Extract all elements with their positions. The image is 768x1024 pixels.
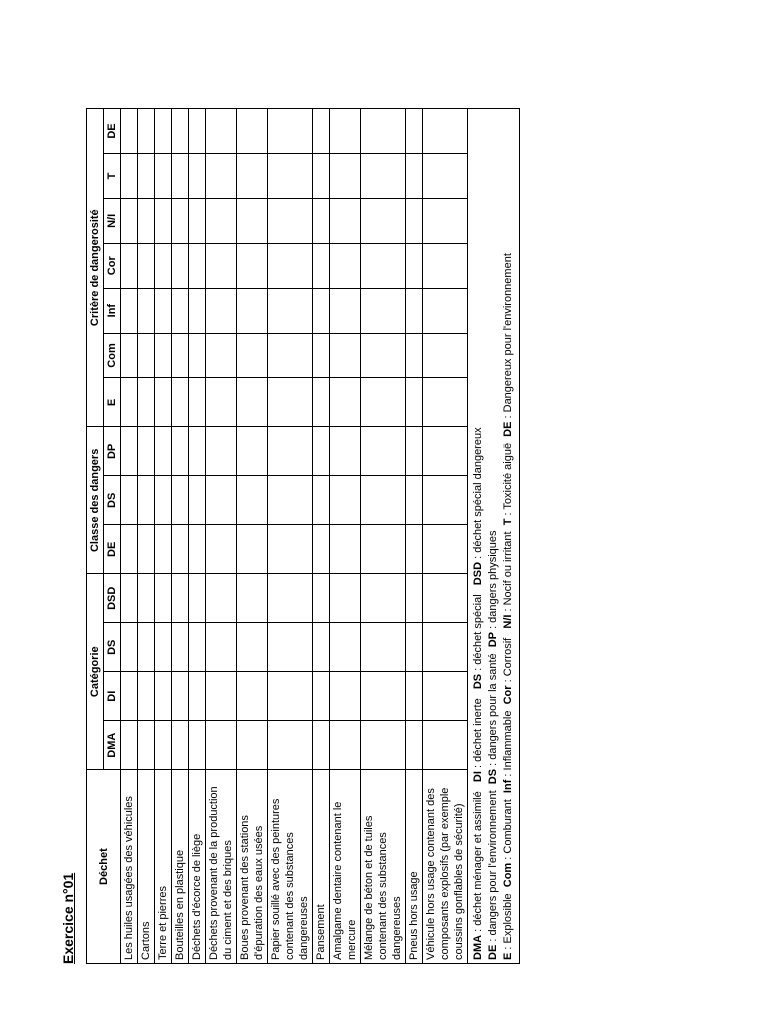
answer-cell[interactable] — [172, 378, 189, 427]
answer-cell[interactable] — [206, 288, 237, 333]
answer-cell[interactable] — [406, 721, 423, 770]
answer-cell[interactable] — [237, 109, 268, 154]
answer-cell[interactable] — [406, 427, 423, 476]
answer-cell[interactable] — [237, 672, 268, 721]
legend-abbreviation: DI — [472, 771, 484, 783]
answer-cell[interactable] — [406, 243, 423, 288]
answer-cell[interactable] — [406, 109, 423, 154]
legend-definition: : déchet inerte — [472, 689, 484, 772]
legend-abbreviation: Cor — [502, 685, 514, 705]
answer-cell[interactable] — [330, 109, 361, 154]
answer-cell[interactable] — [172, 525, 189, 574]
answer-cell[interactable] — [172, 243, 189, 288]
answer-cell[interactable] — [313, 672, 330, 721]
answer-cell[interactable] — [189, 378, 206, 427]
answer-cell[interactable] — [189, 427, 206, 476]
answer-cell[interactable] — [138, 109, 155, 154]
answer-cell[interactable] — [423, 525, 468, 574]
answer-cell[interactable] — [268, 243, 313, 288]
table-row — [423, 109, 468, 964]
waste-name-cell: Pneus hors usage — [406, 770, 423, 964]
answer-cell[interactable] — [313, 574, 330, 623]
answer-cell[interactable] — [361, 198, 406, 243]
answer-cell[interactable] — [361, 243, 406, 288]
subheader-critere-com: Com — [104, 333, 121, 378]
answer-cell[interactable] — [189, 672, 206, 721]
answer-cell[interactable] — [172, 672, 189, 721]
answer-cell[interactable] — [172, 427, 189, 476]
answer-cell[interactable] — [313, 427, 330, 476]
subheader-critere-t: T — [104, 154, 121, 199]
answer-cell[interactable] — [189, 721, 206, 770]
subheader-classe-de: DE — [104, 525, 121, 574]
answer-cell[interactable] — [121, 574, 138, 623]
table-row — [155, 109, 172, 964]
answer-cell[interactable] — [206, 154, 237, 199]
answer-cell[interactable] — [361, 288, 406, 333]
table-row — [121, 109, 138, 964]
legend-abbreviation: T — [502, 518, 514, 526]
answer-cell[interactable] — [268, 721, 313, 770]
answer-cell[interactable] — [121, 476, 138, 525]
answer-cell[interactable] — [172, 476, 189, 525]
answer-cell[interactable] — [155, 288, 172, 333]
answer-cell[interactable] — [313, 109, 330, 154]
answer-cell[interactable] — [406, 288, 423, 333]
legend-definition: : Explosible — [502, 887, 514, 953]
legend-definition: : Nocif ou irritant — [502, 525, 514, 615]
answer-cell[interactable] — [155, 243, 172, 288]
answer-cell[interactable] — [121, 243, 138, 288]
answer-cell[interactable] — [268, 198, 313, 243]
answer-cell[interactable] — [155, 109, 172, 154]
answer-cell[interactable] — [268, 427, 313, 476]
answer-cell[interactable] — [189, 623, 206, 672]
answer-cell[interactable] — [313, 525, 330, 574]
answer-cell[interactable] — [330, 154, 361, 199]
subheader-critere-e: E — [104, 378, 121, 427]
answer-cell[interactable] — [330, 721, 361, 770]
answer-cell[interactable] — [138, 672, 155, 721]
legend-abbreviation: DE — [502, 421, 514, 437]
legend-definition: : dangers physiques — [487, 530, 499, 632]
answer-cell[interactable] — [237, 243, 268, 288]
answer-cell[interactable] — [361, 672, 406, 721]
answer-cell[interactable] — [206, 672, 237, 721]
answer-cell[interactable] — [313, 288, 330, 333]
answer-cell[interactable] — [121, 623, 138, 672]
answer-cell[interactable] — [361, 378, 406, 427]
answer-cell[interactable] — [206, 243, 237, 288]
answer-cell[interactable] — [361, 574, 406, 623]
answer-cell[interactable] — [406, 623, 423, 672]
answer-cell[interactable] — [189, 288, 206, 333]
answer-cell[interactable] — [189, 154, 206, 199]
answer-cell[interactable] — [330, 378, 361, 427]
answer-cell[interactable] — [155, 198, 172, 243]
answer-cell[interactable] — [330, 198, 361, 243]
subheader-cat-di: DI — [104, 672, 121, 721]
answer-cell[interactable] — [189, 198, 206, 243]
answer-cell[interactable] — [138, 333, 155, 378]
answer-cell[interactable] — [361, 525, 406, 574]
answer-cell[interactable] — [313, 154, 330, 199]
legend-definition: : Inflammable — [502, 704, 514, 780]
answer-cell[interactable] — [268, 154, 313, 199]
answer-cell[interactable] — [172, 109, 189, 154]
answer-cell[interactable] — [155, 333, 172, 378]
answer-cell[interactable] — [138, 198, 155, 243]
answer-cell[interactable] — [206, 525, 237, 574]
answer-cell[interactable] — [237, 288, 268, 333]
legend-definition: : Corrosif — [502, 628, 514, 686]
answer-cell[interactable] — [406, 525, 423, 574]
answer-cell[interactable] — [361, 154, 406, 199]
answer-cell[interactable] — [313, 378, 330, 427]
answer-cell[interactable] — [155, 154, 172, 199]
header-classe-dangers: Classe des dangers — [87, 427, 104, 574]
answer-cell[interactable] — [237, 525, 268, 574]
answer-cell[interactable] — [121, 672, 138, 721]
header-dechet: Déchet — [87, 770, 121, 964]
answer-cell[interactable] — [330, 574, 361, 623]
legend-definition: : déchet spécial — [472, 585, 484, 674]
subheader-critere-de: DE — [104, 109, 121, 154]
answer-cell[interactable] — [121, 109, 138, 154]
answer-cell[interactable] — [138, 574, 155, 623]
waste-name-cell: Pansement — [313, 770, 330, 964]
answer-cell[interactable] — [361, 623, 406, 672]
legend-abbreviation: N/I — [502, 614, 514, 629]
answer-cell[interactable] — [237, 198, 268, 243]
waste-name-cell: Véhicule hors usage contenant des composants explosifs (par exemple coussins gonflables de sécurité) — [423, 770, 468, 964]
answer-cell[interactable] — [406, 476, 423, 525]
answer-cell[interactable] — [206, 427, 237, 476]
answer-cell[interactable] — [361, 109, 406, 154]
legend-abbreviation: DSD — [472, 561, 484, 586]
legend-line — [486, 112, 501, 960]
answer-cell[interactable] — [268, 109, 313, 154]
waste-classification-table — [86, 108, 520, 964]
legend-definition: : Dangereux pour l'environnement — [502, 253, 514, 422]
answer-cell[interactable] — [268, 574, 313, 623]
table-row — [361, 109, 406, 964]
waste-name-cell: Papier souillé avec des peintures contenant des substances dangereuses — [268, 770, 313, 964]
answer-cell[interactable] — [330, 672, 361, 721]
answer-cell[interactable] — [423, 721, 468, 770]
exercise-title: Exercice n°01 — [60, 872, 76, 964]
answer-cell[interactable] — [155, 623, 172, 672]
subheader-critere-inf: Inf — [104, 288, 121, 333]
answer-cell[interactable] — [138, 525, 155, 574]
answer-cell[interactable] — [361, 427, 406, 476]
answer-cell[interactable] — [206, 109, 237, 154]
answer-cell[interactable] — [189, 574, 206, 623]
table-row — [237, 109, 268, 964]
answer-cell[interactable] — [206, 574, 237, 623]
subheader-classe-ds: DS — [104, 476, 121, 525]
answer-cell[interactable] — [423, 243, 468, 288]
answer-cell[interactable] — [237, 476, 268, 525]
answer-cell[interactable] — [313, 721, 330, 770]
answer-cell[interactable] — [121, 721, 138, 770]
legend-definition: : dangers pour l'environnement — [487, 784, 499, 945]
answer-cell[interactable] — [330, 288, 361, 333]
waste-name-cell: Terre et pierres — [155, 770, 172, 964]
answer-cell[interactable] — [172, 288, 189, 333]
answer-cell[interactable] — [406, 378, 423, 427]
header-critere-dangerosite: Critère de dangerosité — [87, 109, 104, 427]
answer-cell[interactable] — [172, 574, 189, 623]
waste-name-cell: Boues provenant des stations d'épuration des eaux usées — [237, 770, 268, 964]
legend-abbreviation: DS — [472, 673, 484, 690]
waste-name-cell: Déchets provenant de la production du ciment et des briques — [206, 770, 237, 964]
rotated-page — [60, 44, 540, 964]
answer-cell[interactable] — [138, 288, 155, 333]
answer-cell[interactable] — [138, 623, 155, 672]
answer-cell[interactable] — [189, 333, 206, 378]
answer-cell[interactable] — [313, 243, 330, 288]
answer-cell[interactable] — [361, 333, 406, 378]
answer-cell[interactable] — [423, 333, 468, 378]
waste-name-cell: Mélange de béton et de tuiles contenant des substances dangereuses — [361, 770, 406, 964]
abbreviation-legend — [468, 109, 520, 964]
answer-cell[interactable] — [268, 288, 313, 333]
answer-cell[interactable] — [330, 243, 361, 288]
answer-cell[interactable] — [155, 672, 172, 721]
answer-cell[interactable] — [361, 476, 406, 525]
answer-cell[interactable] — [406, 672, 423, 721]
answer-cell[interactable] — [237, 427, 268, 476]
answer-cell[interactable] — [423, 623, 468, 672]
answer-cell[interactable] — [206, 378, 237, 427]
legend-line — [501, 112, 516, 960]
table-row — [330, 109, 361, 964]
answer-cell[interactable] — [155, 378, 172, 427]
answer-cell[interactable] — [189, 476, 206, 525]
answer-cell[interactable] — [268, 476, 313, 525]
answer-cell[interactable] — [237, 574, 268, 623]
answer-cell[interactable] — [423, 476, 468, 525]
answer-cell[interactable] — [423, 109, 468, 154]
legend-abbreviation: E — [502, 952, 514, 960]
answer-cell[interactable] — [237, 333, 268, 378]
answer-cell[interactable] — [138, 721, 155, 770]
subheader-cat-dma: DMA — [104, 721, 121, 770]
answer-cell[interactable] — [406, 574, 423, 623]
legend-definition: : déchet spécial dangereux — [472, 427, 484, 562]
answer-cell[interactable] — [155, 525, 172, 574]
answer-cell[interactable] — [206, 721, 237, 770]
answer-cell[interactable] — [138, 154, 155, 199]
answer-cell[interactable] — [206, 198, 237, 243]
answer-cell[interactable] — [361, 721, 406, 770]
answer-cell[interactable] — [172, 623, 189, 672]
subheader-classe-dp: DP — [104, 427, 121, 476]
answer-cell[interactable] — [155, 427, 172, 476]
answer-cell[interactable] — [406, 333, 423, 378]
answer-cell[interactable] — [268, 333, 313, 378]
answer-cell[interactable] — [189, 525, 206, 574]
table-row — [313, 109, 330, 964]
answer-cell[interactable] — [423, 154, 468, 199]
legend-definition: : déchet ménager et assimilé — [472, 782, 484, 935]
answer-cell[interactable] — [313, 198, 330, 243]
subheader-critere-cor: Cor — [104, 243, 121, 288]
answer-cell[interactable] — [268, 525, 313, 574]
answer-cell[interactable] — [206, 333, 237, 378]
answer-cell[interactable] — [423, 378, 468, 427]
answer-cell[interactable] — [121, 198, 138, 243]
answer-cell[interactable] — [406, 154, 423, 199]
answer-cell[interactable] — [121, 154, 138, 199]
answer-cell[interactable] — [189, 243, 206, 288]
table-row — [206, 109, 237, 964]
subheader-cat-dsd: DSD — [104, 574, 121, 623]
answer-cell[interactable] — [237, 154, 268, 199]
answer-cell[interactable] — [237, 623, 268, 672]
answer-cell[interactable] — [172, 198, 189, 243]
answer-cell[interactable] — [121, 525, 138, 574]
answer-cell[interactable] — [138, 427, 155, 476]
answer-cell[interactable] — [423, 198, 468, 243]
waste-name-cell: Déchets d'écorce de liège — [189, 770, 206, 964]
answer-cell[interactable] — [330, 525, 361, 574]
answer-cell[interactable] — [189, 109, 206, 154]
legend-abbreviation: Inf — [502, 779, 514, 794]
legend-definition: : Toxicité aiguë — [502, 436, 514, 519]
legend-abbreviation: Com — [502, 862, 514, 888]
answer-cell[interactable] — [423, 574, 468, 623]
table-row — [189, 109, 206, 964]
answer-cell[interactable] — [330, 623, 361, 672]
answer-cell[interactable] — [313, 333, 330, 378]
answer-cell[interactable] — [406, 198, 423, 243]
legend-abbreviation: DS — [487, 768, 499, 785]
answer-cell[interactable] — [268, 672, 313, 721]
header-categorie: Catégorie — [87, 574, 104, 770]
answer-cell[interactable] — [155, 476, 172, 525]
subheader-critere-ni: N/I — [104, 198, 121, 243]
waste-name-cell: Bouteilles en plastique — [172, 770, 189, 964]
answer-cell[interactable] — [138, 243, 155, 288]
answer-cell[interactable] — [330, 427, 361, 476]
answer-cell[interactable] — [172, 154, 189, 199]
answer-cell[interactable] — [121, 378, 138, 427]
table-row — [268, 109, 313, 964]
answer-cell[interactable] — [172, 333, 189, 378]
answer-cell[interactable] — [423, 672, 468, 721]
answer-cell[interactable] — [313, 623, 330, 672]
answer-cell[interactable] — [330, 333, 361, 378]
answer-cell[interactable] — [330, 476, 361, 525]
legend-abbreviation: DE — [487, 944, 499, 960]
table-row — [406, 109, 423, 964]
legend-definition: : dangers pour la santé — [487, 647, 499, 769]
answer-cell[interactable] — [268, 623, 313, 672]
answer-cell[interactable] — [313, 476, 330, 525]
answer-cell[interactable] — [121, 288, 138, 333]
legend-definition: : Comburant — [502, 793, 514, 863]
answer-cell[interactable] — [237, 378, 268, 427]
table-row — [172, 109, 189, 964]
legend-abbreviation: DMA — [472, 934, 484, 960]
legend-abbreviation: DP — [487, 631, 499, 648]
legend-line — [471, 112, 486, 960]
answer-cell[interactable] — [206, 476, 237, 525]
answer-cell[interactable] — [206, 623, 237, 672]
waste-name-cell: Les huiles usagées des véhicules — [121, 770, 138, 964]
subheader-cat-ds: DS — [104, 623, 121, 672]
table-body — [121, 109, 468, 964]
answer-cell[interactable] — [138, 378, 155, 427]
answer-cell[interactable] — [268, 378, 313, 427]
table-row — [138, 109, 155, 964]
answer-cell[interactable] — [138, 476, 155, 525]
answer-cell[interactable] — [423, 288, 468, 333]
answer-cell[interactable] — [155, 574, 172, 623]
answer-cell[interactable] — [121, 333, 138, 378]
answer-cell[interactable] — [423, 427, 468, 476]
answer-cell[interactable] — [172, 721, 189, 770]
answer-cell[interactable] — [155, 721, 172, 770]
waste-name-cell: Cartons — [138, 770, 155, 964]
waste-name-cell: Amalgame dentaire contenant le mercure — [330, 770, 361, 964]
answer-cell[interactable] — [237, 721, 268, 770]
answer-cell[interactable] — [121, 427, 138, 476]
